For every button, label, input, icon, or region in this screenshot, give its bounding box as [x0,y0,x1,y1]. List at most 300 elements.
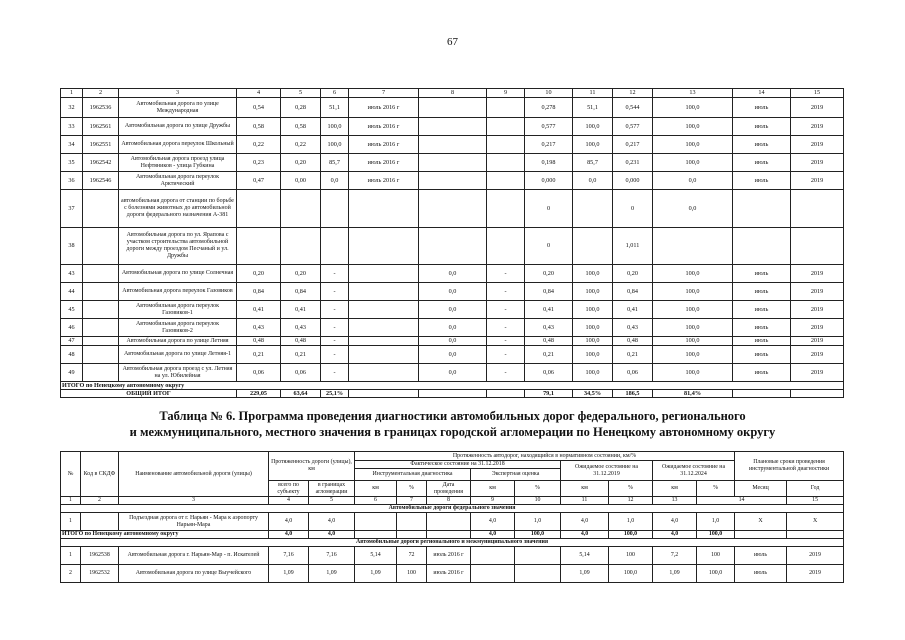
cell [321,228,349,265]
cell: 2019 [791,337,844,346]
cell [487,98,525,118]
col-number: 4 [269,497,309,505]
cell: 7,16 [309,547,355,565]
cell: 0,0 [419,283,487,301]
cell [349,390,419,398]
cell: 4,0 [653,513,697,531]
header-year: Год [787,481,844,497]
cell: - [321,346,349,364]
cell: 2019 [791,319,844,337]
cell: июль [733,319,791,337]
total-label: ИТОГО по Ненецкому автономному округу [61,382,844,390]
col-number: 7 [349,89,419,98]
cell [487,390,525,398]
cell: 0,577 [525,118,573,136]
cell: июль 2016 г [349,118,419,136]
header-length-total: всего по субъекту [269,481,309,497]
table-caption-line-2: и межмуниципального, местного значения в границах городской агломерации по Ненецкому автономному округу [129,425,776,439]
cell [487,118,525,136]
header-date: Дата проведения [427,481,471,497]
cell: Х [787,513,844,531]
col-number: 12 [613,89,653,98]
cell: 2019 [791,346,844,364]
cell: 100,0 [697,565,735,583]
cell: 0,000 [525,172,573,190]
cell: июль 2016 г [349,98,419,118]
diagnostics-program-table [60,451,844,583]
table-row [61,118,844,136]
cell-no: 34 [61,136,83,154]
cell: 100,0 [697,531,735,539]
cell-no: 48 [61,346,83,364]
cell: 100,0 [573,337,613,346]
cell: 0,00 [281,172,321,190]
cell: июль [735,565,787,583]
cell: 0,278 [525,98,573,118]
cell: 4,0 [309,531,355,539]
cell: июль 2016 г [427,565,471,583]
cell: 0,48 [525,337,573,346]
cell [419,118,487,136]
cell: - [321,337,349,346]
cell [281,190,321,228]
cell: 0 [613,190,653,228]
header-month: Месяц [735,481,787,497]
cell: 0,577 [613,118,653,136]
col-number: 12 [609,497,653,505]
cell: 0,0 [419,265,487,283]
header-expected-2024: Ожидаемое состояние на 31.12.2024 [653,461,735,481]
cell: 100,0 [653,364,733,382]
table-row [61,190,844,228]
col-number: 7 [397,497,427,505]
cell: 100,0 [321,136,349,154]
cell: 2019 [791,172,844,190]
cell-name: Автомобильная дорога по улице Солнечная [119,265,237,283]
cell: 2019 [787,565,844,583]
header-length-aggl: в границах агломерации [309,481,355,497]
cell: 100,0 [573,364,613,382]
cell: июль [733,283,791,301]
total-row [61,382,844,390]
cell [733,390,791,398]
cell [787,531,844,539]
cell: 0,0 [653,172,733,190]
cell: 0,06 [613,364,653,382]
cell [487,172,525,190]
cell: 0,28 [281,98,321,118]
header-pct: % [697,481,735,497]
cell-name: Автомобильная дорога по ул. Ярапова с участком строительства автомобильной дороги между проездом Песчаный и ул. Дружбы [119,228,237,265]
cell: - [321,301,349,319]
cell: 2019 [791,98,844,118]
header-length: Протяженность дороги (улицы), км [269,452,355,481]
cell-name: Автомобильная дорога переулок Газовиков-1 [119,301,237,319]
cell [419,136,487,154]
cell [355,513,397,531]
cell [791,390,844,398]
cell: 100,0 [609,531,653,539]
cell: 0,21 [613,346,653,364]
cell: 0,0 [419,301,487,319]
header-km: км [653,481,697,497]
cell: июль [733,118,791,136]
column-number-row [61,497,844,505]
cell: 1,09 [309,565,355,583]
cell: 0,84 [237,283,281,301]
cell: 7,16 [269,547,309,565]
cell: 100,0 [653,98,733,118]
cell [237,228,281,265]
cell [397,513,427,531]
cell [321,190,349,228]
cell: 0,22 [281,136,321,154]
cell: 2019 [791,301,844,319]
cell: 0,48 [281,337,321,346]
col-number: 4 [237,89,281,98]
cell: 1,09 [269,565,309,583]
table-row [61,547,844,565]
cell-code: 1962538 [81,547,119,565]
cell: 0,0 [653,190,733,228]
cell: 100,0 [653,337,733,346]
table-row [61,513,844,531]
cell-no: 45 [61,301,83,319]
header-code: Код в СКДФ [81,452,119,497]
cell [733,190,791,228]
cell: июль [733,364,791,382]
cell [573,190,613,228]
cell [397,531,427,539]
cell-no: 47 [61,337,83,346]
cell [487,228,525,265]
cell [349,283,419,301]
cell: июль [733,301,791,319]
header-pct: % [609,481,653,497]
cell-code: 1962536 [83,98,119,118]
cell: 0,43 [237,319,281,337]
table-row [61,346,844,364]
cell [419,154,487,172]
cell [487,136,525,154]
table-row [61,319,844,337]
cell: 2019 [791,136,844,154]
table-row [61,228,844,265]
grand-total-label: ОБЩИЙ ИТОГ [61,390,237,398]
cell: 1,09 [355,565,397,583]
cell: 100,0 [573,283,613,301]
cell: 100,0 [609,565,653,583]
header-pct: % [515,481,561,497]
cell-name: Автомобильная дорога проезд улица Нефтяников - улица Губкина [119,154,237,172]
cell: 100,0 [573,301,613,319]
header-km: км [561,481,609,497]
cell: 100,0 [653,301,733,319]
cell: 85,7 [573,154,613,172]
cell: 4,0 [269,513,309,531]
cell: 0,84 [613,283,653,301]
cell: - [487,364,525,382]
table-row [61,172,844,190]
cell-name: Автомобильная дорога по улице Летняя-1 [119,346,237,364]
col-number: 14 [733,89,791,98]
cell-code: 1962546 [83,172,119,190]
page-number: 67 [447,36,458,48]
cell: июль [733,346,791,364]
cell: 0,84 [281,283,321,301]
cell-code [83,265,119,283]
cell: 0,43 [281,319,321,337]
col-number: 1 [61,497,81,505]
col-number: 14 [697,497,787,505]
cell [237,190,281,228]
cell-no: 36 [61,172,83,190]
cell [735,531,787,539]
cell: 72 [397,547,427,565]
cell: 0,47 [237,172,281,190]
section-federal: Автомобильные дороги федерального значения [61,505,844,513]
cell [349,190,419,228]
cell [515,565,561,583]
cell-code [83,364,119,382]
cell: - [487,265,525,283]
col-number: 1 [61,89,83,98]
table-row [61,364,844,382]
continuation-table [60,88,844,398]
cell-code [81,513,119,531]
cell [419,390,487,398]
cell-no: 1 [61,513,81,531]
column-number-row [61,89,844,98]
cell-code: 1962542 [83,154,119,172]
cell-name: Автомобильная дорога по улице Выучейского [119,565,269,583]
total-row [61,531,844,539]
cell: 7,2 [653,547,697,565]
cell: 4,0 [471,531,515,539]
col-number: 9 [487,89,525,98]
cell: 0,58 [281,118,321,136]
cell: 0 [525,228,573,265]
cell [355,531,397,539]
total-label: ИТОГО по Ненецкому автономному округу [61,531,269,539]
cell: 0,000 [613,172,653,190]
cell: 4,0 [269,531,309,539]
col-number: 5 [281,89,321,98]
cell: июль [733,337,791,346]
cell: 1,011 [613,228,653,265]
cell: 2019 [791,154,844,172]
cell: июль 2016 г [427,547,471,565]
cell [733,228,791,265]
cell: 100,0 [653,319,733,337]
cell: 51,1 [573,98,613,118]
header-name: Наименование автомобильной дороги (улицы) [119,452,269,497]
cell-no: 2 [61,565,81,583]
header-expert: Экспертная оценка [471,469,561,481]
cell: 2019 [787,547,844,565]
header-normative: Протяженность автодорог, находящийся в нормативном состоянии, км/% [355,452,735,461]
cell: 0,231 [613,154,653,172]
cell: - [487,283,525,301]
cell: - [321,283,349,301]
cell: 0,48 [613,337,653,346]
cell [419,98,487,118]
cell: 100,0 [573,136,613,154]
cell-code: 1962532 [81,565,119,583]
cell: 100 [397,565,427,583]
cell: 100,0 [573,118,613,136]
cell: 0,06 [525,364,573,382]
cell: 1,0 [515,513,561,531]
cell: - [487,346,525,364]
cell: 0,84 [525,283,573,301]
cell: 100,0 [653,346,733,364]
cell: 0,0 [573,172,613,190]
cell: 0,20 [281,154,321,172]
table-row [61,565,844,583]
cell: 100 [697,547,735,565]
cell-no: 33 [61,118,83,136]
cell-name: Автомобильная дорога переулок Газовиков-2 [119,319,237,337]
cell: 0,22 [237,136,281,154]
cell: 0,198 [525,154,573,172]
cell: - [487,301,525,319]
cell: 1,0 [609,513,653,531]
cell [349,319,419,337]
cell [515,547,561,565]
cell: 0,0 [419,319,487,337]
cell: 0,20 [281,265,321,283]
cell: - [487,319,525,337]
cell: 0,21 [525,346,573,364]
col-number: 6 [355,497,397,505]
cell [349,364,419,382]
cell-name: Подъездная дорога от г. Нарьян - Мара к аэропорту Нарьян-Мара [119,513,269,531]
cell: июль [733,154,791,172]
cell [349,228,419,265]
cell: 85,7 [321,154,349,172]
cell [419,228,487,265]
cell-no: 46 [61,319,83,337]
header-km: км [355,481,397,497]
cell: 0,41 [281,301,321,319]
cell: 0,544 [613,98,653,118]
cell: - [321,364,349,382]
header-expected-2019: Ожидаемое состояние на 31.12.2019 [561,461,653,481]
cell-name: Автомобильная дорога переулок Арктический [119,172,237,190]
cell: 4,0 [653,531,697,539]
col-number: 8 [427,497,471,505]
cell: 4,0 [471,513,515,531]
cell: 0,41 [237,301,281,319]
header-no: № [61,452,81,497]
cell: июль [735,547,787,565]
grand-total-row [61,390,844,398]
cell: 100,0 [653,154,733,172]
cell [471,565,515,583]
cell: 0,48 [237,337,281,346]
table-row [61,337,844,346]
col-number: 9 [471,497,515,505]
col-number: 15 [787,497,844,505]
cell-no: 43 [61,265,83,283]
cell: 4,0 [561,531,609,539]
col-number: 11 [561,497,609,505]
cell [427,531,471,539]
cell [349,346,419,364]
cell: 100,0 [321,118,349,136]
cell-code [83,190,119,228]
cell: - [321,265,349,283]
cell: 100 [609,547,653,565]
cell-name: автомобильная дорога от станции по борьбе с болезнями животных до автомобильной дороги федерального назначения А-381 [119,190,237,228]
col-number: 3 [119,89,237,98]
cell: 0,41 [525,301,573,319]
col-number: 5 [309,497,355,505]
table-caption-line-1: Таблица № 6. Программа проведения диагностики автомобильных дорог федерального, регионального [159,409,746,423]
col-number: 15 [791,89,844,98]
cell: 100,0 [653,118,733,136]
cell-code [83,283,119,301]
cell-code [83,228,119,265]
cell: июль [733,136,791,154]
cell: июль [733,172,791,190]
cell: 81,4% [653,390,733,398]
cell-no: 35 [61,154,83,172]
cell: 100,0 [573,265,613,283]
cell: 0,0 [321,172,349,190]
table-row [61,265,844,283]
cell [427,513,471,531]
table-row [61,283,844,301]
cell [487,190,525,228]
table-row [61,136,844,154]
cell-code [83,301,119,319]
cell-name: Автомобильная дорога по улице Летняя [119,337,237,346]
cell-no: 1 [61,547,81,565]
col-number: 8 [419,89,487,98]
cell: 2019 [791,118,844,136]
cell-name: Автомобильная дорога проезд с ул. Летняя на ул. Юбилейная [119,364,237,382]
col-number: 6 [321,89,349,98]
section-regional: Автомобильные дороги регионального и межмуниципального значения [61,539,844,547]
cell-name: Автомобильная дорога по улице Дружбы [119,118,237,136]
col-number: 2 [83,89,119,98]
cell: 0,217 [525,136,573,154]
header-instrumental: Инструментальная диагностика [355,469,471,481]
cell [419,172,487,190]
col-number: 13 [653,497,697,505]
cell-name: Автомобильная дорога по улице Международная [119,98,237,118]
cell: июль [733,98,791,118]
cell: - [487,337,525,346]
cell: 186,5 [613,390,653,398]
cell: 100,0 [653,136,733,154]
cell-name: Автомобильная дорога переулок Школьный [119,136,237,154]
cell [791,228,844,265]
cell: 0,43 [613,319,653,337]
cell: 0,0 [419,346,487,364]
cell: 0,54 [237,98,281,118]
cell: июль [733,265,791,283]
cell: 0,21 [281,346,321,364]
cell: 0,58 [237,118,281,136]
cell [653,228,733,265]
cell: 63,64 [281,390,321,398]
cell [349,337,419,346]
col-number: 2 [81,497,119,505]
cell: 2019 [791,364,844,382]
